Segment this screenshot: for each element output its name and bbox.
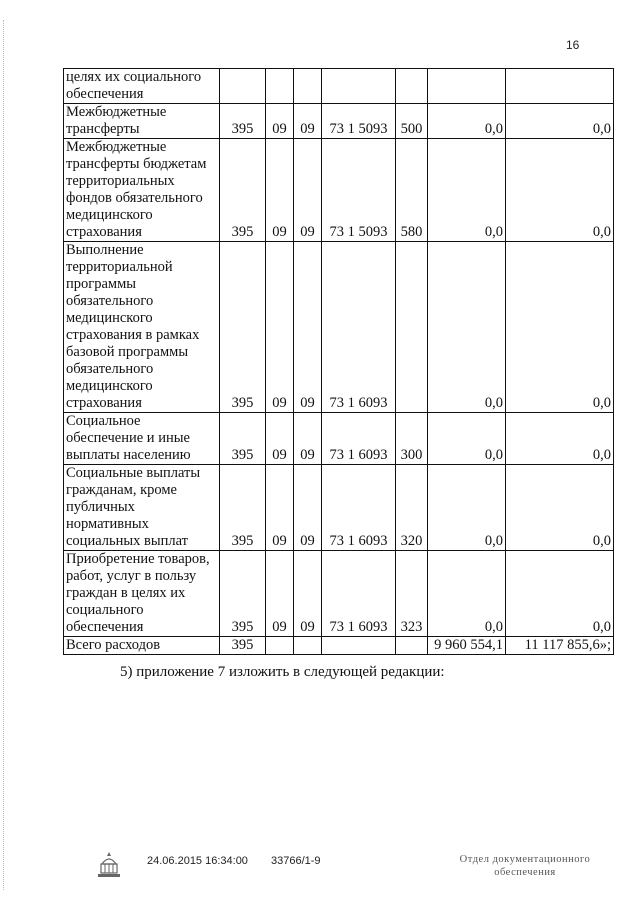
cell-target-article: 73 1 5093 xyxy=(322,104,396,139)
cell-section: 09 xyxy=(266,413,294,465)
cell-amount-2: 11 117 855,6»; xyxy=(506,637,614,655)
cell-expense-type xyxy=(396,637,428,655)
cell-name: Межбюджетные трансферты бюджетам территориальных фондов обязательного медицинского страхования xyxy=(64,139,220,242)
table-row xyxy=(64,69,614,104)
cell-name: Межбюджетные трансферты xyxy=(64,104,220,139)
cell-expense-type: 300 xyxy=(396,413,428,465)
cell-target-article: 73 1 6093 xyxy=(322,551,396,637)
cell-amount-2: 0,0 xyxy=(506,413,614,465)
cell-ministry-code: 395 xyxy=(220,551,266,637)
cell-subsection: 09 xyxy=(294,242,322,413)
cell-expense-type: 320 xyxy=(396,465,428,551)
cell-amount-1: 0,0 xyxy=(428,104,506,139)
cell-expense-type: 323 xyxy=(396,551,428,637)
cell-target-article xyxy=(322,69,396,104)
cell-amount-1: 0,0 xyxy=(428,242,506,413)
cell-section xyxy=(266,69,294,104)
emblem-icon xyxy=(96,850,122,880)
table-body xyxy=(64,69,614,655)
cell-target-article xyxy=(322,637,396,655)
cell-name: целях их социального обеспечения xyxy=(64,69,220,104)
department-stamp xyxy=(450,853,600,879)
cell-name: Приобретение товаров, работ, услуг в пользу граждан в целях их социального обеспечения xyxy=(64,551,220,637)
cell-expense-type: 580 xyxy=(396,139,428,242)
cell-expense-type xyxy=(396,242,428,413)
cell-ministry-code: 395 xyxy=(220,465,266,551)
scan-edge xyxy=(3,20,5,890)
cell-subsection: 09 xyxy=(294,465,322,551)
cell-section: 09 xyxy=(266,465,294,551)
cell-section: 09 xyxy=(266,242,294,413)
table-row xyxy=(64,551,614,637)
cell-section: 09 xyxy=(266,139,294,242)
cell-subsection: 09 xyxy=(294,413,322,465)
cell-amount-2: 0,0 xyxy=(506,242,614,413)
cell-ministry-code: 395 xyxy=(220,413,266,465)
stamp-line-1: Отдел документационного xyxy=(459,854,591,865)
cell-target-article: 73 1 6093 xyxy=(322,413,396,465)
cell-ministry-code: 395 xyxy=(220,242,266,413)
budget-table xyxy=(63,68,614,655)
cell-subsection: 09 xyxy=(294,139,322,242)
cell-amount-1: 0,0 xyxy=(428,413,506,465)
cell-ministry-code: 395 xyxy=(220,104,266,139)
stamp-line-2: обеспечения xyxy=(494,867,556,878)
amendment-text: 5) приложение 7 изложить в следующей редакции: xyxy=(120,664,445,680)
table-row xyxy=(64,413,614,465)
cell-amount-2 xyxy=(506,69,614,104)
cell-subsection: 09 xyxy=(294,551,322,637)
cell-target-article: 73 1 6093 xyxy=(322,465,396,551)
table-row xyxy=(64,104,614,139)
table-row xyxy=(64,242,614,413)
cell-ministry-code xyxy=(220,69,266,104)
cell-ministry-code: 395 xyxy=(220,139,266,242)
cell-amount-1 xyxy=(428,69,506,104)
page-number: 16 xyxy=(566,38,580,52)
cell-amount-1: 9 960 554,1 xyxy=(428,637,506,655)
table-row xyxy=(64,139,614,242)
cell-target-article: 73 1 5093 xyxy=(322,139,396,242)
cell-amount-1: 0,0 xyxy=(428,465,506,551)
cell-amount-1: 0,0 xyxy=(428,551,506,637)
cell-amount-2: 0,0 xyxy=(506,551,614,637)
cell-subsection xyxy=(294,637,322,655)
cell-expense-type: 500 xyxy=(396,104,428,139)
cell-name: Социальные выплаты гражданам, кроме публичных нормативных социальных выплат xyxy=(64,465,220,551)
cell-target-article: 73 1 6093 xyxy=(322,242,396,413)
cell-name: Социальное обеспечение и иные выплаты населению xyxy=(64,413,220,465)
footer-datetime: 24.06.2015 16:34:00 xyxy=(147,855,248,867)
cell-amount-2: 0,0 xyxy=(506,139,614,242)
cell-amount-1: 0,0 xyxy=(428,139,506,242)
footer-doc-number: 33766/1-9 xyxy=(271,855,321,867)
cell-name: Всего расходов xyxy=(64,637,220,655)
total-row xyxy=(64,637,614,655)
cell-subsection xyxy=(294,69,322,104)
cell-section: 09 xyxy=(266,104,294,139)
cell-amount-2: 0,0 xyxy=(506,104,614,139)
cell-ministry-code: 395 xyxy=(220,637,266,655)
table-row xyxy=(64,465,614,551)
cell-name: Выполнение территориальной программы обязательного медицинского страхования в рамках базовой программы обязательного медицинского страхования xyxy=(64,242,220,413)
cell-expense-type xyxy=(396,69,428,104)
cell-subsection: 09 xyxy=(294,104,322,139)
cell-section xyxy=(266,637,294,655)
cell-amount-2: 0,0 xyxy=(506,465,614,551)
cell-section: 09 xyxy=(266,551,294,637)
